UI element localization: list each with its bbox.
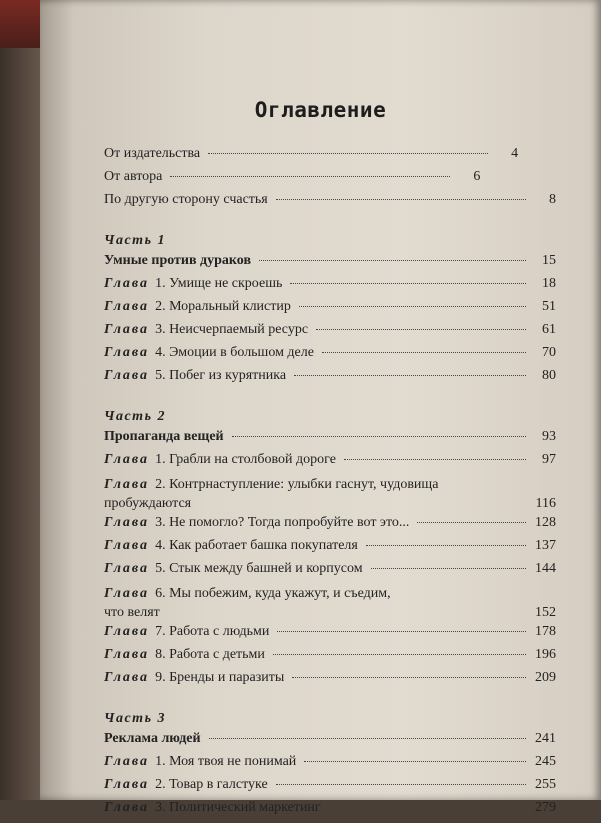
chapter-word: Глава <box>104 345 150 360</box>
chapter-page: 178 <box>535 624 556 639</box>
part-page: 15 <box>542 253 556 268</box>
book-cover-corner <box>0 0 40 48</box>
chapter-word: Глава <box>104 322 150 337</box>
toc-entry[interactable] <box>104 192 556 215</box>
toc-entry[interactable] <box>104 169 556 192</box>
dot-leader <box>277 631 526 632</box>
chapter-title: 3. Неисчерпаемый ресурс <box>155 322 309 337</box>
chapter-page: 279 <box>535 800 556 815</box>
section-gap <box>104 693 556 705</box>
dot-leader <box>304 761 526 762</box>
chapter-word: Глава <box>104 624 150 639</box>
part-page: 241 <box>535 731 556 746</box>
chapter-page: 152 <box>535 605 556 620</box>
chapter-entry[interactable] <box>104 800 556 823</box>
chapter-word: Глава <box>104 561 150 576</box>
page-title: Оглавление <box>254 98 387 122</box>
part-label: Часть 3 <box>104 711 166 726</box>
chapter-entry[interactable] <box>104 299 556 322</box>
chapter-page: 116 <box>535 496 556 511</box>
dot-leader <box>232 436 526 437</box>
chapter-entry[interactable] <box>104 345 556 368</box>
dot-leader <box>259 260 526 261</box>
dot-leader <box>170 176 450 177</box>
chapter-page: 70 <box>542 345 556 360</box>
chapter-word: Глава <box>104 299 150 314</box>
chapter-title: 4. Эмоции в большом деле <box>155 345 314 360</box>
dot-leader <box>294 375 526 376</box>
part-label: Часть 1 <box>104 233 166 248</box>
dot-leader <box>316 329 526 330</box>
chapter-entry[interactable] <box>104 754 556 777</box>
toc-entry-page: 4 <box>511 146 519 161</box>
dot-leader <box>299 306 526 307</box>
dot-leader <box>344 459 526 460</box>
dot-leader <box>276 784 526 785</box>
chapter-title: 6. Мы побежим, куда укажут, и съедим, <box>155 586 391 601</box>
chapter-entry[interactable] <box>104 670 556 693</box>
dot-leader <box>366 545 526 546</box>
chapter-word: Глава <box>104 368 150 383</box>
chapter-entry[interactable] <box>104 584 556 622</box>
section-gap <box>104 215 556 227</box>
chapter-page: 61 <box>542 322 556 337</box>
chapter-title: 8. Работа с детьми <box>155 647 265 662</box>
book-page <box>40 0 601 815</box>
chapter-entry[interactable] <box>104 647 556 670</box>
chapter-title: 4. Как работает башка покупателя <box>155 538 358 553</box>
chapter-title: 2. Моральный клистир <box>155 299 291 314</box>
chapter-title: 7. Работа с людьми <box>155 624 270 639</box>
chapter-entry[interactable] <box>104 624 556 647</box>
part-title-entry[interactable] <box>104 429 556 452</box>
chapter-page: 255 <box>535 777 556 792</box>
chapter-title: 9. Бренды и паразиты <box>155 670 285 685</box>
chapter-page: 196 <box>535 647 556 662</box>
chapter-page: 137 <box>535 538 556 553</box>
part-title: Пропаганда вещей <box>104 429 224 444</box>
toc-entry-page: 8 <box>549 192 556 207</box>
dot-leader <box>276 199 526 200</box>
chapter-page: 144 <box>535 561 556 576</box>
dot-leader <box>329 807 526 808</box>
chapter-word: Глава <box>104 276 150 291</box>
table-of-contents <box>104 146 556 823</box>
chapter-title: 2. Контрнаступление: улыбки гаснут, чудовища <box>155 477 439 492</box>
chapter-entry[interactable] <box>104 538 556 561</box>
chapter-title: 1. Грабли на столбовой дороге <box>155 452 336 467</box>
chapter-title: 5. Стык между башней и корпусом <box>155 561 363 576</box>
chapter-title: 5. Побег из курятника <box>155 368 287 383</box>
chapter-entry[interactable] <box>104 322 556 345</box>
part-title: Реклама людей <box>104 731 201 746</box>
chapter-entry[interactable] <box>104 515 556 538</box>
dot-leader <box>417 522 526 523</box>
part-title: Умные против дураков <box>104 253 252 268</box>
section-gap <box>104 391 556 403</box>
chapter-title: 1. Умище не скроешь <box>155 276 283 291</box>
chapter-word: Глава <box>104 777 150 792</box>
part-title-entry[interactable] <box>104 731 556 754</box>
chapter-page: 128 <box>535 515 556 530</box>
toc-entry[interactable] <box>104 146 556 169</box>
part-label: Часть 2 <box>104 409 166 424</box>
dot-leader <box>371 568 526 569</box>
chapter-title-cont: что велят <box>104 605 160 620</box>
dot-leader <box>208 153 488 154</box>
dot-leader <box>209 738 526 739</box>
toc-entry-page: 6 <box>473 169 481 184</box>
chapter-title: 2. Товар в галстуке <box>155 777 268 792</box>
chapter-page: 209 <box>535 670 556 685</box>
dot-leader <box>322 352 526 353</box>
chapter-word: Глава <box>104 647 150 662</box>
chapter-line-1 <box>104 584 556 603</box>
chapter-word: Глава <box>104 586 150 601</box>
chapter-word: Глава <box>104 515 150 530</box>
chapter-word: Глава <box>104 800 150 815</box>
chapter-title: 3. Политический маркетинг <box>155 800 321 815</box>
chapter-title-cont: пробуждаются <box>104 496 192 511</box>
chapter-entry[interactable] <box>104 368 556 391</box>
intro-section <box>104 146 556 215</box>
chapter-line-1 <box>104 475 556 494</box>
chapter-word: Глава <box>104 754 150 769</box>
chapter-title: 1. Моя твоя не понимай <box>155 754 297 769</box>
chapter-page: 18 <box>542 276 556 291</box>
chapter-page: 80 <box>542 368 556 383</box>
chapter-page: 97 <box>542 452 556 467</box>
toc-entry-label: От автора <box>104 169 163 184</box>
chapter-line-2 <box>104 494 556 513</box>
part-page: 93 <box>542 429 556 444</box>
dot-leader <box>273 654 526 655</box>
chapter-entry[interactable] <box>104 777 556 800</box>
chapter-entry[interactable] <box>104 475 556 513</box>
chapter-title: 3. Не помогло? Тогда попробуйте вот это... <box>155 515 410 530</box>
toc-entry-label: От издательства <box>104 146 201 161</box>
chapter-entry[interactable] <box>104 452 556 475</box>
parts-list <box>104 215 556 823</box>
chapter-line-2 <box>104 603 556 622</box>
dot-leader <box>290 283 526 284</box>
chapter-page: 51 <box>542 299 556 314</box>
chapter-entry[interactable] <box>104 561 556 584</box>
toc-entry-label: По другую сторону счастья <box>104 192 268 207</box>
chapter-entry[interactable] <box>104 276 556 299</box>
chapter-word: Глава <box>104 452 150 467</box>
part-title-entry[interactable] <box>104 253 556 276</box>
dot-leader <box>292 677 526 678</box>
chapter-word: Глава <box>104 670 150 685</box>
chapter-page: 245 <box>535 754 556 769</box>
chapter-word: Глава <box>104 538 150 553</box>
chapter-word: Глава <box>104 477 150 492</box>
